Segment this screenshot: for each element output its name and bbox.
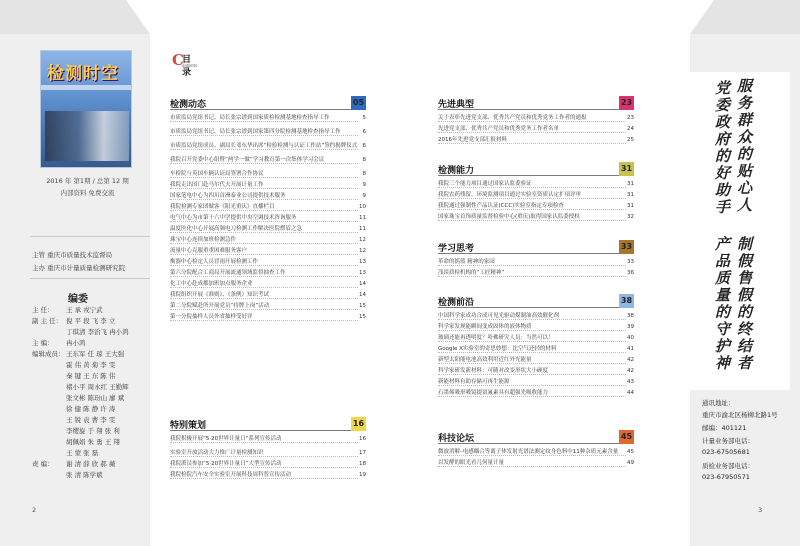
toc-entry-page: 11: [359, 226, 366, 232]
editor-row: [32, 316, 115, 325]
section-title: 检测动态: [170, 100, 207, 110]
toc-entry[interactable]: [170, 460, 366, 468]
toc-entry-title: 电气中心为市第十六中学提供中央空调技术咨询服务: [170, 215, 297, 221]
toc-entry-title: 流量中心克服重重困难服务客户: [170, 248, 248, 254]
editor-row: [32, 415, 115, 424]
divider: [30, 278, 150, 279]
editor-names: 褚小平 周永红 王勤辉: [66, 383, 129, 391]
toc-entry-title: 我院农药残留、环境监测项目通过实验室资质认定扩项评审: [438, 192, 582, 198]
toc-entry[interactable]: [170, 114, 366, 122]
editor-names: 谢 清 薛 欣 郝 薇: [66, 460, 116, 468]
section-header: [438, 240, 634, 254]
toc-entry[interactable]: [438, 378, 634, 386]
toc-entry[interactable]: [170, 449, 366, 457]
toc-entry-title: 革命的摇篮 精神的家园: [438, 259, 495, 265]
toc-entry-page: 5: [362, 115, 366, 121]
editor-row: [32, 349, 124, 358]
toc-entry-page: 33: [627, 259, 634, 265]
page-number-right: 3: [758, 506, 763, 514]
section-title: 先进典型: [438, 100, 475, 110]
left-top-strip: [0, 0, 150, 34]
editor-names: 王 蒙 张 磊: [66, 449, 99, 457]
quality-phone-label: 质检业务部电话：: [702, 462, 754, 470]
editor-role: 编辑成员：: [32, 350, 65, 358]
editor-names: 徐 健 陈 静 许 涛: [66, 405, 116, 413]
toc-entry[interactable]: [170, 269, 366, 277]
slogan-col4: 产品质量的守护神: [713, 236, 731, 372]
toc-entry[interactable]: [438, 334, 634, 342]
business-phone-label: 计量业务部电话：: [702, 437, 754, 445]
toc-entry[interactable]: [170, 203, 366, 211]
toc-entry-title: 我院组织开展《准则》、《条例》知识考试: [170, 292, 270, 298]
toc-entry-page: 14: [359, 292, 366, 298]
toc-entry[interactable]: [170, 313, 366, 321]
editor-row: [32, 360, 115, 369]
editor-row: [32, 338, 86, 347]
magazine-cover: [40, 50, 132, 168]
divider: [30, 236, 150, 237]
toc-entry-page: 41: [627, 346, 634, 352]
postcode: 邮编：401121: [702, 424, 747, 432]
toc-entry-title: 车检院与英国车辆认证局签署合作协议: [170, 171, 264, 177]
address-label: 通讯地址：: [702, 399, 735, 407]
toc-entry-title: 科学家研发新材料：可随对改变形状大小硬度: [438, 368, 549, 374]
toc-entry-page: 25: [627, 137, 634, 143]
section-header: [438, 294, 634, 308]
editor-names: 李缨旋 于 翔 张 利: [66, 427, 120, 435]
section-header: [438, 430, 634, 444]
toc-entry-page: 49: [627, 460, 634, 466]
toc-entry-page: 12: [359, 237, 366, 243]
toc-entry[interactable]: [170, 280, 366, 288]
toc-entry[interactable]: [170, 471, 366, 479]
toc-entry-page: 40: [627, 335, 634, 341]
toc-entry-page: 9: [362, 182, 366, 188]
toc-entry-title: 新能材料有助存储可再生能源: [438, 379, 510, 385]
toc-entry[interactable]: [438, 136, 634, 144]
editor-row: [32, 404, 115, 413]
slogan-col1: 服务群众的贴心人: [735, 78, 753, 214]
editor-names: 霍 伟 黄 菊 李 雯: [66, 361, 116, 369]
toc-entry-page: 32: [627, 214, 634, 220]
section-title: 检测能力: [438, 166, 475, 176]
toc-entry-page: 31: [627, 181, 634, 187]
toc-entry-page: 13: [359, 270, 366, 276]
toc-entry-title: 我院检测专家团做客《阳光重庆》直播栏目: [170, 204, 275, 210]
section-header: [170, 96, 366, 110]
section-title: 检测前沿: [438, 298, 475, 308]
section-title: 特别策划: [170, 421, 207, 431]
toc-entry-page: 15: [359, 303, 366, 309]
toc-entry[interactable]: [170, 435, 366, 443]
toc-entry-title: 我院通过强制性产品认证(CCC)实验室指定专项检查: [438, 203, 564, 209]
editor-row: [32, 393, 124, 402]
contents-logo: [172, 50, 198, 78]
address: 重庆市渝北区杨柳北路1号: [702, 411, 778, 419]
editor-role: 主 编：: [32, 339, 54, 347]
toc-entry-title: 衡器中心检定人员冒雨开展检测工作: [170, 259, 259, 265]
editor-names: 王东军 任 琼 王大强: [66, 350, 125, 358]
right-top-strip: [690, 0, 800, 34]
editor-row: [32, 470, 103, 479]
toc-entry[interactable]: [438, 367, 634, 375]
section-page-badge: 45: [619, 430, 634, 444]
toc-entry[interactable]: [170, 181, 366, 189]
editor-role: 责 编：: [32, 460, 54, 468]
toc-entry-page: 24: [627, 126, 634, 132]
toc-entry[interactable]: [438, 202, 634, 210]
toc-entry[interactable]: [170, 214, 366, 222]
toc-entry-page: 6: [362, 129, 366, 135]
editor-names: 张 清 陈学斌: [66, 471, 103, 479]
toc-entry[interactable]: [170, 291, 366, 299]
business-phone: 023-67505681: [702, 448, 750, 456]
editor-row: [32, 459, 115, 468]
toc-entry-page: 9: [362, 193, 366, 199]
toc-entry-title: Google X实验室的奇思妙想：比空气还轻的材料: [438, 346, 557, 352]
section-page-badge: 23: [619, 96, 634, 110]
toc-entry[interactable]: [438, 180, 634, 188]
toc-entry-title: 我院派员参加“5·20世界计量日”大型宣传活动: [170, 461, 282, 467]
toc-entry[interactable]: [170, 236, 366, 244]
toc-entry[interactable]: [438, 258, 634, 266]
toc-entry-page: 6: [362, 143, 366, 149]
editor-row: [32, 327, 129, 336]
toc-entry-title: 我院召开党委中心组暨“两学一做”学习教育第一次集体学习会议: [170, 157, 325, 163]
toc-entry-page: 31: [627, 192, 634, 198]
editor-names: 冉小鸿: [66, 339, 86, 347]
slogan-col3: 制假售假的终结者: [735, 236, 753, 372]
toc-entry-title: 市质监局党组书记、局长张宗谱到国家质检检测基地检查指导工作: [170, 115, 330, 121]
toc-entry[interactable]: [170, 225, 366, 233]
toc-entry-title: 温度医化中心开展高频电刀检测工作解决医院燃眉之急: [170, 226, 303, 232]
cover-title: 检测时空: [47, 64, 119, 84]
toc-entry-title: 第一分院抽样人员外省抽样受好评: [170, 314, 253, 320]
toc-entry-page: 8: [362, 171, 366, 177]
editor-role: 主 任：: [32, 306, 54, 314]
toc-entry-title: 我院走出国门赴马尔代夫开展计量工作: [170, 182, 264, 188]
toc-entry-title: 第二分院赋赴所开展党员“持牌上岗”活动: [170, 303, 270, 309]
toc-entry-page: 43: [627, 379, 634, 385]
toc-entry-title: 化工中心赴成都加班加点服务企业: [170, 281, 253, 287]
editor-row: [32, 382, 129, 391]
toc-entry-page: 14: [359, 281, 366, 287]
toc-entry-page: 8: [362, 157, 366, 163]
toc-entry-title: 我院检院汽车安全实验室开展科技周科普宣传活动: [170, 472, 292, 478]
section-page-badge: 31: [619, 162, 634, 176]
toc-entry-title: 科学家发现能瞬间变成固体的液体物质: [438, 324, 532, 330]
issue-info: 2016 年 第1期 / 总第 12 期: [46, 177, 129, 185]
editor-names: 秦 键 王 东 陈 伟: [66, 372, 116, 380]
toc-entry-page: 38: [627, 313, 634, 319]
editors-title: 编委: [68, 294, 88, 305]
section-page-badge: 33: [619, 240, 634, 254]
editor-names: 倪 平 段 飞 李 立: [66, 317, 116, 325]
toc-entry[interactable]: [438, 345, 634, 353]
toc-entry-title: 微波消解–电感耦合等离子体发射光谱法测定纹身色料中11种杂质元素含量: [438, 449, 619, 455]
slogan-col2: 党委政府的好助手: [713, 80, 731, 216]
toc-entry-title: 玻璃还能再透明度？哈佛研究人员：当然可以！: [438, 335, 554, 341]
editor-names: 王 锐 袁 曹 李 雯: [66, 416, 116, 424]
toc-entry[interactable]: [170, 192, 366, 200]
toc-entry-title: 石墨烯吸形吸镜提氨氟素具有超强光吸收能力: [438, 390, 549, 396]
toc-entry[interactable]: [170, 170, 366, 178]
toc-entry-title: 实验室开放活动大力推广计量检测知识: [170, 450, 264, 456]
toc-entry-page: 15: [359, 314, 366, 320]
toc-entry-title: 2016年先进党支部汇报材料: [438, 137, 507, 143]
toc-entry[interactable]: [170, 156, 366, 164]
editor-row: [32, 426, 120, 435]
toc-entry[interactable]: [438, 269, 634, 277]
section-title: 科技论坛: [438, 434, 475, 444]
toc-entry-page: 44: [627, 390, 634, 396]
toc-entry-page: 36: [627, 270, 634, 276]
editor-names: 张文彬 陈玢山 廖 斌: [66, 394, 125, 402]
toc-entry-page: 23: [627, 115, 634, 121]
section-header: [438, 162, 634, 176]
editor-row: [32, 305, 103, 314]
toc-entry-title: 以发酵的眼光看几何量计量: [438, 460, 505, 466]
toc-entry-page: 45: [627, 449, 634, 455]
toc-entry[interactable]: [170, 128, 366, 136]
editor-names: 胡佩娟 朱 勇 王 翔: [66, 438, 120, 446]
sponsor: 主管 重庆市质量技术监督局: [32, 251, 113, 259]
toc-entry-title: 新型太阳能电池高效利用近红外光能量: [438, 357, 532, 363]
editor-names: 王 承 戎宁武: [66, 306, 103, 314]
toc-entry[interactable]: [438, 356, 634, 364]
toc-entry-title: 市质监局党组书记、局长张宗谱到国家第四分院检测基地检查指导工作: [170, 129, 341, 135]
toc-entry-title: 关于表彰先进党支部、优秀共产党员和优秀党务工作者的通报: [438, 115, 587, 121]
toc-entry[interactable]: [170, 302, 366, 310]
toc-entry[interactable]: [438, 459, 634, 467]
contents-logo-letter: C: [172, 51, 184, 69]
toc-entry-page: 12: [359, 248, 366, 254]
toc-entry-page: 13: [359, 259, 366, 265]
toc-entry[interactable]: [438, 448, 634, 456]
toc-entry-title: 国家珠宝首饰质量监督检验中心(重庆)取得国家认监委授权: [438, 214, 580, 220]
toc-entry[interactable]: [438, 125, 634, 133]
toc-entry-title: 我院积极开展“5·20世界计量日”系列宣传活动: [170, 436, 282, 442]
toc-entry[interactable]: [438, 312, 634, 320]
toc-entry-title: 市质监局党组成员、副局长邓东华出席“检验检测与认证工作站”签约揭牌仪式: [170, 143, 358, 149]
toc-entry-page: 11: [359, 215, 366, 221]
toc-entry-title: 国家笔电中心为四川首洲泰业公司提供技术服务: [170, 193, 286, 199]
toc-entry-title: 浅谈质检机构的“工匠精神”: [438, 270, 505, 276]
organizer: 主办 重庆市计量质量检测研究院: [32, 264, 126, 272]
section-title: 学习思考: [438, 244, 475, 254]
editor-role: 副 主 任：: [32, 317, 63, 325]
internal-note: 内部资料 免费交流: [60, 189, 115, 197]
toc-entry[interactable]: [438, 213, 634, 221]
toc-entry[interactable]: [438, 389, 634, 397]
editor-row: [32, 371, 115, 380]
toc-entry[interactable]: [438, 191, 634, 199]
section-page-badge: 05: [351, 96, 366, 110]
page-number-left: 2: [32, 506, 37, 514]
editor-names: 丁琪清 李治飞 冉小鸿: [66, 328, 129, 336]
toc-entry-title: 第六分院配合工商局开展流通领域监督抽查工作: [170, 270, 286, 276]
section-header: [170, 417, 366, 431]
toc-entry-page: 42: [627, 357, 634, 363]
editor-row: [32, 448, 98, 457]
toc-entry[interactable]: [170, 247, 366, 255]
toc-entry[interactable]: [438, 323, 634, 331]
section-page-badge: 16: [351, 417, 366, 431]
cover-photo: [45, 111, 129, 161]
toc-entry-title: 中国科学家成功合成可见光驱动煤制油高效催化剂: [438, 313, 560, 319]
toc-entry-page: 31: [627, 203, 634, 209]
toc-entry-title: 珠宝中心连续加班检测急件: [170, 237, 237, 243]
toc-entry-page: 39: [627, 324, 634, 330]
toc-entry-page: 17: [359, 450, 366, 456]
section-page-badge: 38: [619, 294, 634, 308]
toc-entry-title: 先进党支部、优秀共产党员和优秀党务工作者名单: [438, 126, 560, 132]
toc-entry[interactable]: [170, 258, 366, 266]
toc-entry-page: 16: [359, 436, 366, 442]
toc-entry-title: 我院三个能力项目通过国家认监委验证: [438, 181, 532, 187]
editor-row: [32, 437, 120, 446]
toc-entry-page: 18: [359, 461, 366, 467]
toc-entry-page: 42: [627, 368, 634, 374]
toc-entry-page: 19: [359, 472, 366, 478]
contents-title-en: ontents: [182, 63, 198, 68]
section-header: [438, 96, 634, 110]
toc-entry[interactable]: [438, 114, 634, 122]
toc-entry-page: 10: [359, 204, 366, 210]
toc-entry[interactable]: [170, 142, 366, 150]
quality-phone: 023-67950571: [702, 473, 750, 481]
contents-title: 目录: [182, 55, 192, 78]
